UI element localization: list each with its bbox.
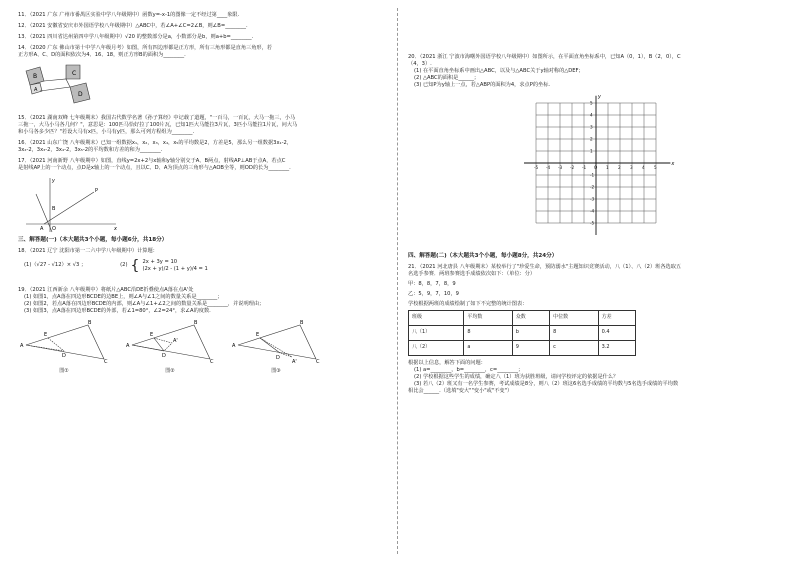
fig14-label-b: B: [33, 73, 38, 81]
fig17-label-y: y: [52, 178, 55, 185]
fig19-3-label-a: A: [232, 342, 236, 349]
fig19-3-label-b: B: [300, 319, 304, 326]
y-tick-label: -3: [590, 196, 595, 202]
fig19-caption-1: 图①: [59, 367, 69, 374]
figure-17-coordinate: [22, 174, 122, 234]
fig19-caption-3: 图③: [271, 367, 281, 374]
class-jia-scores: 甲：8，8，7，8，9: [408, 280, 456, 287]
y-axis-label: y: [598, 95, 601, 100]
table-cell: 9: [512, 340, 549, 355]
table-header-cell: 班级: [409, 310, 464, 325]
y-tick-label: 2: [590, 136, 593, 142]
x-tick-label: 1: [606, 165, 609, 171]
question-11: 11．（2021 广东 广州市番禺区实验中学八年级期中）函数y=-x-1的图像一定不经过第____象限.: [18, 12, 240, 18]
table-cell: a: [464, 340, 512, 355]
system-brace-icon: {: [130, 257, 140, 274]
fig17-label-o: O: [52, 226, 56, 233]
question-16-line1: 16．（2021 山东广饶 八年级期末）已知一组数据x₁，x₂，x₃，x₄，x₅的平均数是2，方差是5，那么另一组数据3x₁-2，: [18, 140, 292, 147]
question-21-part1: (1) a=________，b=________，c=________；: [414, 366, 524, 373]
question-12: 12．（2021 安徽省安庆市外国语学校八年级期中）△ABC中，若∠A+∠C=2∠B，则∠B=________.: [18, 23, 248, 30]
x-tick-label: 2: [618, 165, 621, 171]
question-15-line1: 15．（2021 湖南双峰 七年级期末）我国古代数学名著《孙子算经》中记载了道题，"一百马，一百瓦，大马一拖三，小马: [18, 115, 296, 122]
left-column: [18, 12, 386, 377]
fig19-2-label-e: E: [150, 331, 154, 338]
fig19-caption-2: 图②: [165, 367, 175, 374]
y-tick-label: 4: [590, 112, 593, 118]
question-14-line2: 正方形A、C、D的面积依次为4、16、18，则正方形B的面积为________.: [18, 52, 186, 59]
table-header-row: [409, 310, 636, 325]
fig17-label-a: A: [40, 226, 44, 233]
fig19-1-svg: [18, 317, 110, 365]
question-21-answer-intro: 根据以上信息，解答下面的问题：: [408, 359, 486, 366]
fig19-2-label-a: A: [126, 342, 130, 349]
section-4-heading: 四、解答题(二)（本大题共3个小题，每小题8分，共24分）: [408, 253, 558, 260]
question-18-part1: (1)（√27 - √12）× √3 ；: [24, 262, 87, 269]
question-19-part1: (1) 如图1，点A落在四边形BCDE的边BE上，则∠A与∠1之间的数量关系是________；: [24, 293, 223, 300]
fig19-3-svg: [230, 317, 322, 365]
figure-19-1: [18, 317, 110, 375]
fig17-label-b: B: [52, 206, 56, 213]
figure-19-row: [18, 317, 386, 375]
class-yi-scores: 乙：5，9，7，10，9: [408, 290, 459, 297]
fig19-2-svg: [124, 317, 216, 365]
x-tick-label: -1: [582, 165, 587, 171]
question-18-part2-label: (2): [120, 262, 128, 269]
fig19-3-label-a-prime: A': [292, 358, 297, 365]
question-20-line1: 20．（2021 浙江 宁波市海曙外国语学校八年级期中）如图所示，在平面直角坐标系中，已知A（0，1），B（2，0），C: [408, 54, 681, 60]
equation-1: 2x + 3y = 10: [142, 258, 178, 265]
column-divider: [397, 8, 398, 554]
x-tick-label: -2: [570, 165, 575, 171]
x-tick-label: -4: [546, 165, 551, 171]
y-tick-label: 5: [590, 100, 593, 106]
question-13: 13．（2021 四川省达州第四中学八年级期中）√20 的整数部分是a，小数部分是b，则a+b=________.: [18, 34, 254, 41]
table-cell: 3.2: [598, 340, 635, 355]
question-15-line2: 三拖一，大马小马各几何？"，意思是：100匹马恰好拉了100片瓦，已知1匹大马能拉3片瓦，3匹小马能拉1片瓦，问大马: [18, 122, 298, 129]
fig19-2-label-a-prime: A': [173, 337, 178, 344]
question-20-line2: （4，3）.: [408, 61, 432, 68]
x-axis-label: x: [671, 161, 675, 168]
table-cell: 0.4: [598, 325, 635, 340]
question-19-intro: 19．（2021 江西新余 八年级期中）将纸片△ABC沿DE折叠使点A落在点A'处: [18, 286, 194, 293]
table-cell: 8: [464, 325, 512, 340]
fig14-label-c: C: [72, 70, 77, 78]
table-cell: 8: [550, 325, 598, 340]
figure-14-squares: [20, 61, 120, 111]
fig19-3-label-d: D: [276, 354, 280, 361]
question-19-part3: (3) 如图3，点A落在四边形BCDE的外部，若∠1=80°，∠2=24°，求∠A的度数.: [24, 307, 211, 314]
question-20-part2: (2) △ABC的面积是______；: [414, 75, 480, 82]
y-tick-label: 3: [590, 124, 593, 130]
fig19-1-label-e: E: [44, 331, 48, 338]
table-header-cell: 中位数: [550, 310, 598, 325]
fig19-3-label-e: E: [256, 331, 260, 338]
question-17-line2: 是射线AP上的一个动点，点D是x轴上的一个动点，且以C、D、A为顶点的三角形与△AOB全等，则OD的长为________.: [18, 165, 291, 172]
table-header-cell: 方差: [598, 310, 635, 325]
table-cell: 八（1）: [409, 325, 464, 340]
statistics-table: [408, 310, 636, 356]
fig19-1-label-b: B: [88, 319, 92, 326]
question-18-part2: [120, 259, 208, 273]
table-header-cell: 平均数: [464, 310, 512, 325]
fig17-label-p: P: [95, 188, 99, 195]
x-tick-label: 5: [654, 165, 657, 171]
x-tick-label: O: [594, 165, 598, 171]
table-cell: 八（2）: [409, 340, 464, 355]
x-tick-label: -3: [558, 165, 563, 171]
fig19-2-label-c: C: [210, 358, 214, 365]
y-tick-label: -5: [590, 220, 595, 226]
x-tick-label: 4: [642, 165, 645, 171]
fig19-3-label-c: C: [316, 358, 320, 365]
question-20-part1: (1) 在平面直角坐标系中画出△ABC，以及与△ABC关于y轴对称的△DEF；: [414, 68, 584, 75]
table-header-cell: 众数: [512, 310, 549, 325]
question-18-parts: [24, 259, 386, 273]
question-19-part2: (2) 如图2，若点A落在四边形BCDE的内部，则∠A与∠1+∠2之间的数量关系是________，并说明理由；: [24, 300, 265, 307]
question-17-line1: 17．（2021 河南新野 八年级期中）如图，直线y=2x+2与x轴和y轴分别交于A、B两点，射线AP⊥AB于点A，若点C: [18, 158, 286, 165]
question-21-table-intro: 学校根据两班的成绩绘制了如下不完整的统计图表：: [408, 300, 528, 307]
x-tick-label: -5: [534, 165, 539, 171]
fig14-label-a: A: [34, 87, 38, 94]
fig14-label-d: D: [78, 91, 83, 99]
right-column: [408, 54, 778, 395]
x-tick-label: 3: [630, 165, 633, 171]
fig19-2-label-d: D: [162, 352, 166, 359]
coordinate-grid: [512, 95, 682, 245]
table-row: [409, 325, 636, 340]
question-21-part2: (2) 学校根据这些学生的成绩，确定八（1）班为获胜班级，请问学校评定的依据是什么？: [414, 373, 619, 380]
y-tick-label: -4: [590, 208, 595, 214]
fig19-1-label-d: D: [62, 352, 66, 359]
fig19-1-label-c: C: [104, 358, 108, 365]
table-row: [409, 340, 636, 355]
figure-19-2: [124, 317, 216, 375]
equation-2: (2x + y)/2 - (1 + y)/4 = 1: [142, 265, 208, 272]
question-18: 18．（2021 辽宁 沈阳市第一二六中学八年级期中）计算题：: [18, 247, 158, 254]
question-16-line2: 3x₂-2，3x₃-2，3x₄-2，3x₅-2的平均数和方差的和为________.: [18, 147, 163, 154]
table-cell: c: [550, 340, 598, 355]
question-20-part3: (3) 已知P为y轴上一点，若△ABP的面积为4，求点P的坐标.: [414, 82, 551, 89]
question-21-part3-line2: 相比会______.（选填"变大""变小"或"不变"）: [408, 387, 513, 394]
fig19-1-label-a: A: [20, 342, 24, 349]
equation-system: [142, 259, 207, 273]
question-14-line1: 14．（2020 广东 佛山市第十中学八年级月考）如图，所有四边形都是正方形，所有三角形都是直角三角形，若: [18, 45, 272, 52]
fig17-label-x: x: [114, 226, 117, 233]
y-tick-label: -1: [590, 172, 595, 178]
question-21-line1: 21．（2021 河北唐县 八年级期末）某校举行了"珍爱生命，预防溺水"主题知识竞赛活动，八（1）、八（2）班各选取五: [408, 263, 682, 270]
y-tick-label: 1: [590, 148, 593, 154]
question-21-part3-line1: (3) 若八（2）班又有一名学生参赛，考试成绩是8分，则八（2）班这6名选手成绩的平均数与5名选手成绩的平均数: [414, 380, 679, 387]
figure-19-3: [230, 317, 322, 375]
section-3-heading: 三、解答题(一)（本大题共3个小题，每小题6分，共18分）: [18, 237, 168, 244]
fig19-2-label-b: B: [194, 319, 198, 326]
y-tick-label: -2: [590, 184, 595, 190]
question-15-line3: 和小马各多少匹？"若设大马有x匹，小马有y匹，那么可列方程组为________.: [18, 129, 195, 136]
table-cell: b: [512, 325, 549, 340]
question-21-line2: 名选手参赛．两班参赛选手成绩依次如下：（单位：分）: [408, 270, 536, 277]
